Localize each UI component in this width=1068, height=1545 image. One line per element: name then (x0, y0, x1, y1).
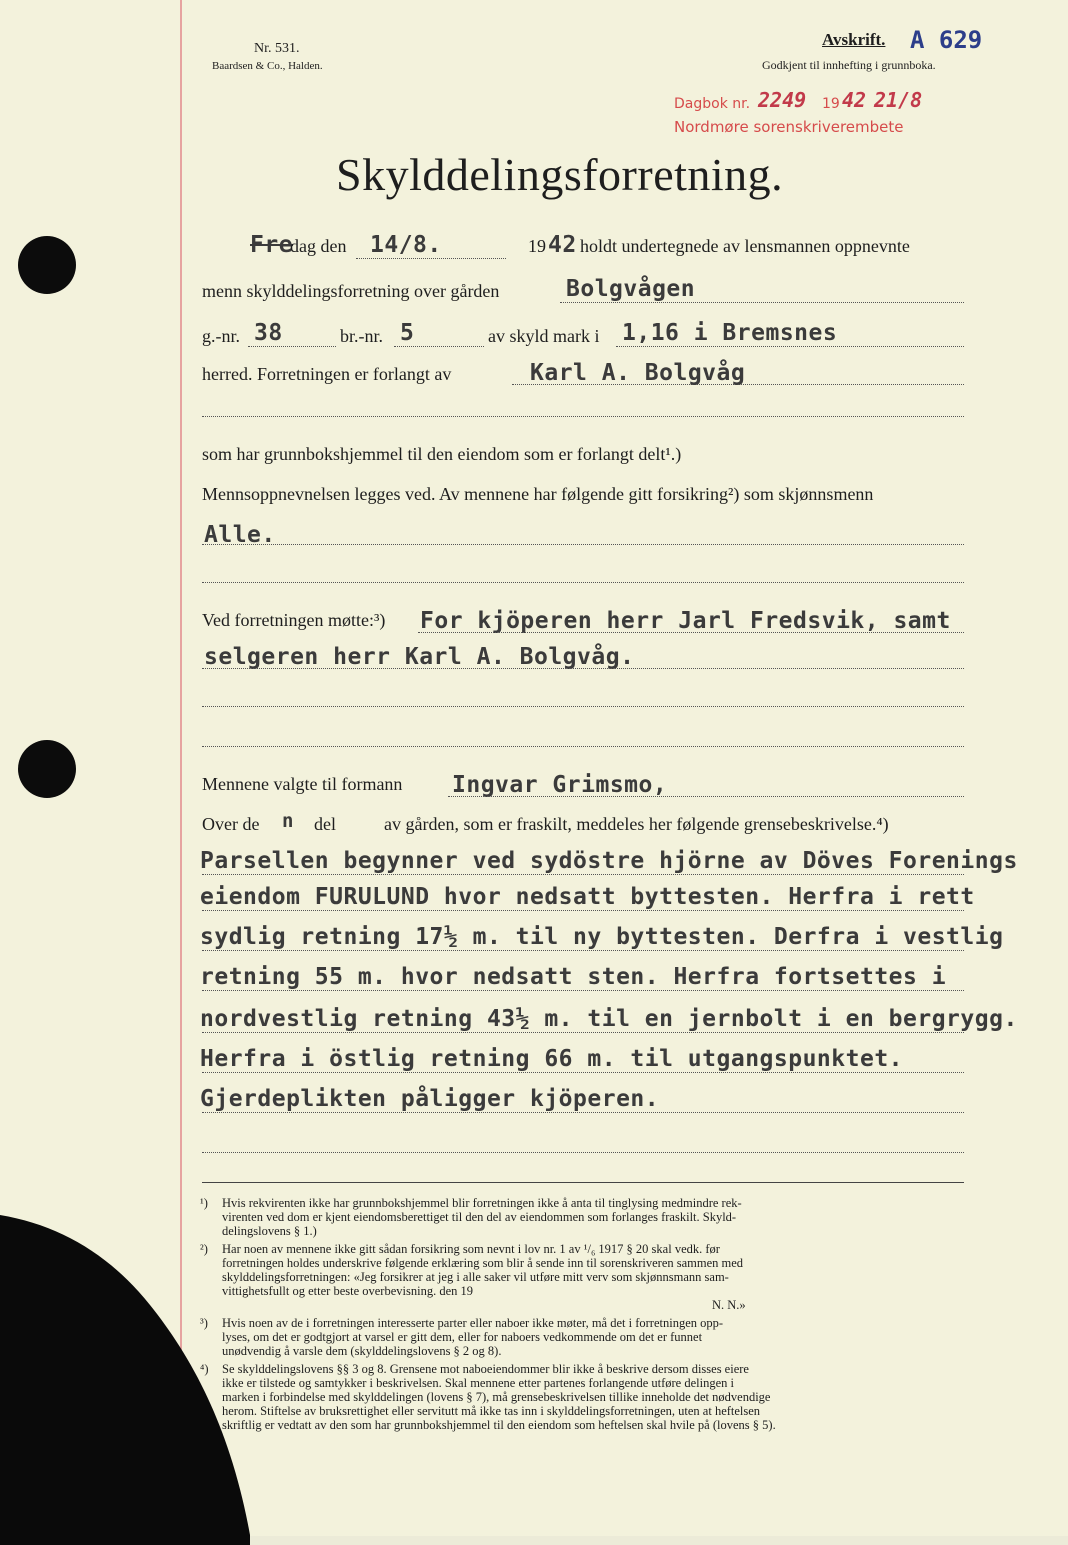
herred-text: herred. Forretningen er forlangt av (202, 364, 452, 384)
punch-hole-bottom (18, 740, 76, 798)
footnote-4-number: ⁴) (200, 1362, 209, 1376)
dagbok-number: 2249 (758, 88, 807, 112)
description-line-3: sydlig retning 17½ m. til ny byttesten. Derfra i vestlig (200, 924, 1004, 950)
punch-hole-top (18, 236, 76, 294)
menn-text: Mennsoppnevnelsen legges ved. Av mennene har følgende gitt forsikring²) som skjønnsmenn (202, 484, 874, 504)
over-de-rest: av gården, som er fraskilt, meddeles her følgende grensebeskrivelse.⁴) (384, 814, 889, 834)
description-line-5: nordvestlig retning 43½ m. til en jernbolt i en bergrygg. (200, 1006, 1018, 1032)
description-dotline-4 (202, 990, 964, 991)
footnote-4-line-4: herom. Stiftelse av bruksrettighet eller servitutt må ikke tas inn i skylddelingsforretningen, uten at heftelsen (222, 1404, 761, 1418)
footnote-1-line-3: delingslovens § 1.) (222, 1224, 317, 1238)
alle-handwritten: Alle. (204, 522, 276, 548)
dagbok-year-prefix: 19 (822, 96, 840, 112)
motte-dotline-1 (418, 632, 964, 633)
formann-dotline (448, 796, 964, 797)
farm-handwritten: Bolgvågen (566, 276, 696, 302)
footnote-2-line-4: vittighetsfullt og etter beste overbevisning. den 19 (222, 1284, 473, 1298)
avskrift-label: Avskrift. (822, 30, 886, 49)
description-line-4: retning 55 m. hvor nedsatt sten. Herfra fortsettes i (200, 964, 947, 990)
year-handwritten: 42 (548, 232, 577, 258)
bnr-handwritten: 5 (400, 320, 415, 346)
description-dotline-5 (202, 1032, 964, 1033)
dagbok-date: 21/8 (874, 88, 923, 112)
footnote-3-number: ³) (200, 1316, 208, 1330)
description-line-1: Parsellen begynner ved sydöstre hjörne av Döves Forenings (200, 848, 1018, 874)
reference-handwritten: A 629 (910, 26, 983, 54)
footnote-4-line-1: Se skylddelingslovens §§ 3 og 8. Grensene mot naboeiendommer blir ikke å beskrive dersom disses eiere (222, 1362, 749, 1376)
dag-den-label: dag den (290, 236, 347, 256)
footnote-4-line-5: skriftlig er vedtatt av den som har grunnbokshjemmel til den eiendom som heftelsen skal hvile på (lovens § 5). (222, 1418, 776, 1432)
motte-handwritten-1: For kjöperen herr Jarl Fredsvik, samt (420, 608, 951, 634)
form-number: Nr. 531. (254, 41, 300, 56)
footnote-1-line-1: Hvis rekvirenten ikke har grunnbokshjemmel blir forretningen ikke å anta til tinglysing medmindre rek- (222, 1196, 742, 1210)
footnote-4-line-2: ikke er tilstede og samtykker i beskrivelsen. Skal mennene etter partenes forlangende utføre delingen i (222, 1376, 734, 1390)
footnote-2-signature: N. N.» (712, 1298, 746, 1312)
footnote-2-number: ²) (200, 1242, 208, 1256)
footnote-3-line-3: unødvendig å varsle dem (skylddelingslovens § 2 og 8). (222, 1344, 502, 1358)
footnote-3-line-1: Hvis noen av de i forretningen interesserte parter eller naboer ikke møter, må det i forretningen opp- (222, 1316, 724, 1330)
description-line-2: eiendom FURULUND hvor nedsatt byttesten. Herfra i rett (200, 884, 975, 910)
requester-handwritten: Karl A. Bolgvåg (530, 360, 746, 386)
skyld-label: av skyld mark i (488, 326, 600, 346)
footnote-1-line-2: virenten ved dom er kjent eiendomsberettiget til den del av eiendommen som forlanges fraskilt. Skyld- (222, 1210, 737, 1224)
footnote-2-line-1: Har noen av mennene ikke gitt sådan forsikring som nevnt i lov nr. 1 av ¹/₆ 1917 § 20 skal vedk. før (222, 1242, 720, 1256)
gnr-dotline (248, 346, 336, 347)
description-dotline-7 (202, 1112, 964, 1113)
footnote-1-number: ¹) (200, 1196, 208, 1210)
date-handwritten: 14/8. (370, 232, 442, 258)
line1-text: holdt undertegnede av lensmannen oppnevnte (580, 236, 910, 256)
year-prefix: 19 (528, 236, 546, 256)
over-de-label: Over de (202, 814, 260, 834)
description-line-7: Gjerdeplikten påligger kjöperen. (200, 1086, 660, 1112)
footnote-2-line-3: skylddelingsforretningen: «Jeg forsikrer at jeg i alle saker vil utføre mitt verv som skjønnsmann sam- (222, 1270, 729, 1284)
document-title: Skylddelingsforretning. (336, 149, 784, 200)
motte-handwritten-2: selgeren herr Karl A. Bolgvåg. (204, 644, 635, 670)
bnr-dotline (394, 346, 484, 347)
alle-dotline (202, 544, 964, 545)
weekday-handwritten: Fre (250, 232, 294, 258)
publisher: Baardsen & Co., Halden. (212, 60, 323, 72)
hjemmel-text: som har grunnbokshjemmel til den eiendom som er forlangt delt¹.) (202, 444, 682, 464)
motte-dotline-2 (202, 668, 964, 669)
motte-label: Ved forretningen møtte:³) (202, 610, 386, 630)
blank-dotline-1 (202, 416, 964, 417)
skyld-dotline (616, 346, 964, 347)
description-dotline-1 (202, 874, 964, 875)
gnr-handwritten: 38 (254, 320, 283, 346)
footnote-3-line-2: lyses, om det er godtgjort at varsel er gitt dem, eller for naboers vedkommende om det er funnet (222, 1330, 703, 1344)
skyld-handwritten: 1,16 i Bremsnes (622, 320, 838, 346)
description-dotline-6 (202, 1072, 964, 1073)
gnr-label: g.-nr. (202, 326, 240, 346)
approval-note: Godkjent til innhefting i grunnboka. (762, 58, 936, 72)
del-label: del (314, 814, 336, 834)
footnote-4-line-3: marken i forbindelse med skylddelingen (lovens § 7), må grensebeskrivelsen tillike inneholde det nødvendige (222, 1390, 771, 1404)
description-line-6: Herfra i östlig retning 66 m. til utgangspunktet. (200, 1046, 904, 1072)
farm-dotline (560, 302, 964, 303)
formann-handwritten: Ingvar Grimsmo, (452, 772, 668, 798)
blank-dotline-3 (202, 706, 964, 707)
over-de-handwritten: n (282, 810, 294, 832)
blank-dotline-4 (202, 746, 964, 747)
formann-label: Mennene valgte til formann (202, 774, 403, 794)
date-dotline (356, 258, 506, 259)
bnr-label: br.-nr. (340, 326, 383, 346)
dagbok-stamp-label: Dagbok nr. (674, 96, 751, 112)
description-dotline-2 (202, 910, 964, 911)
line2-text: menn skylddelingsforretning over gården (202, 281, 500, 301)
dagbok-year: 42 (842, 88, 867, 112)
footnote-2-line-2: forretningen holdes underskrive følgende erklæring som blir å sende inn til sorenskriveren sammen med (222, 1256, 744, 1270)
footnote-rule (202, 1182, 964, 1183)
blank-dotline-2 (202, 582, 964, 583)
description-dotline-3 (202, 950, 964, 951)
description-dotline-8 (202, 1152, 964, 1153)
office-stamp: Nordmøre sorenskriverembete (674, 118, 904, 136)
